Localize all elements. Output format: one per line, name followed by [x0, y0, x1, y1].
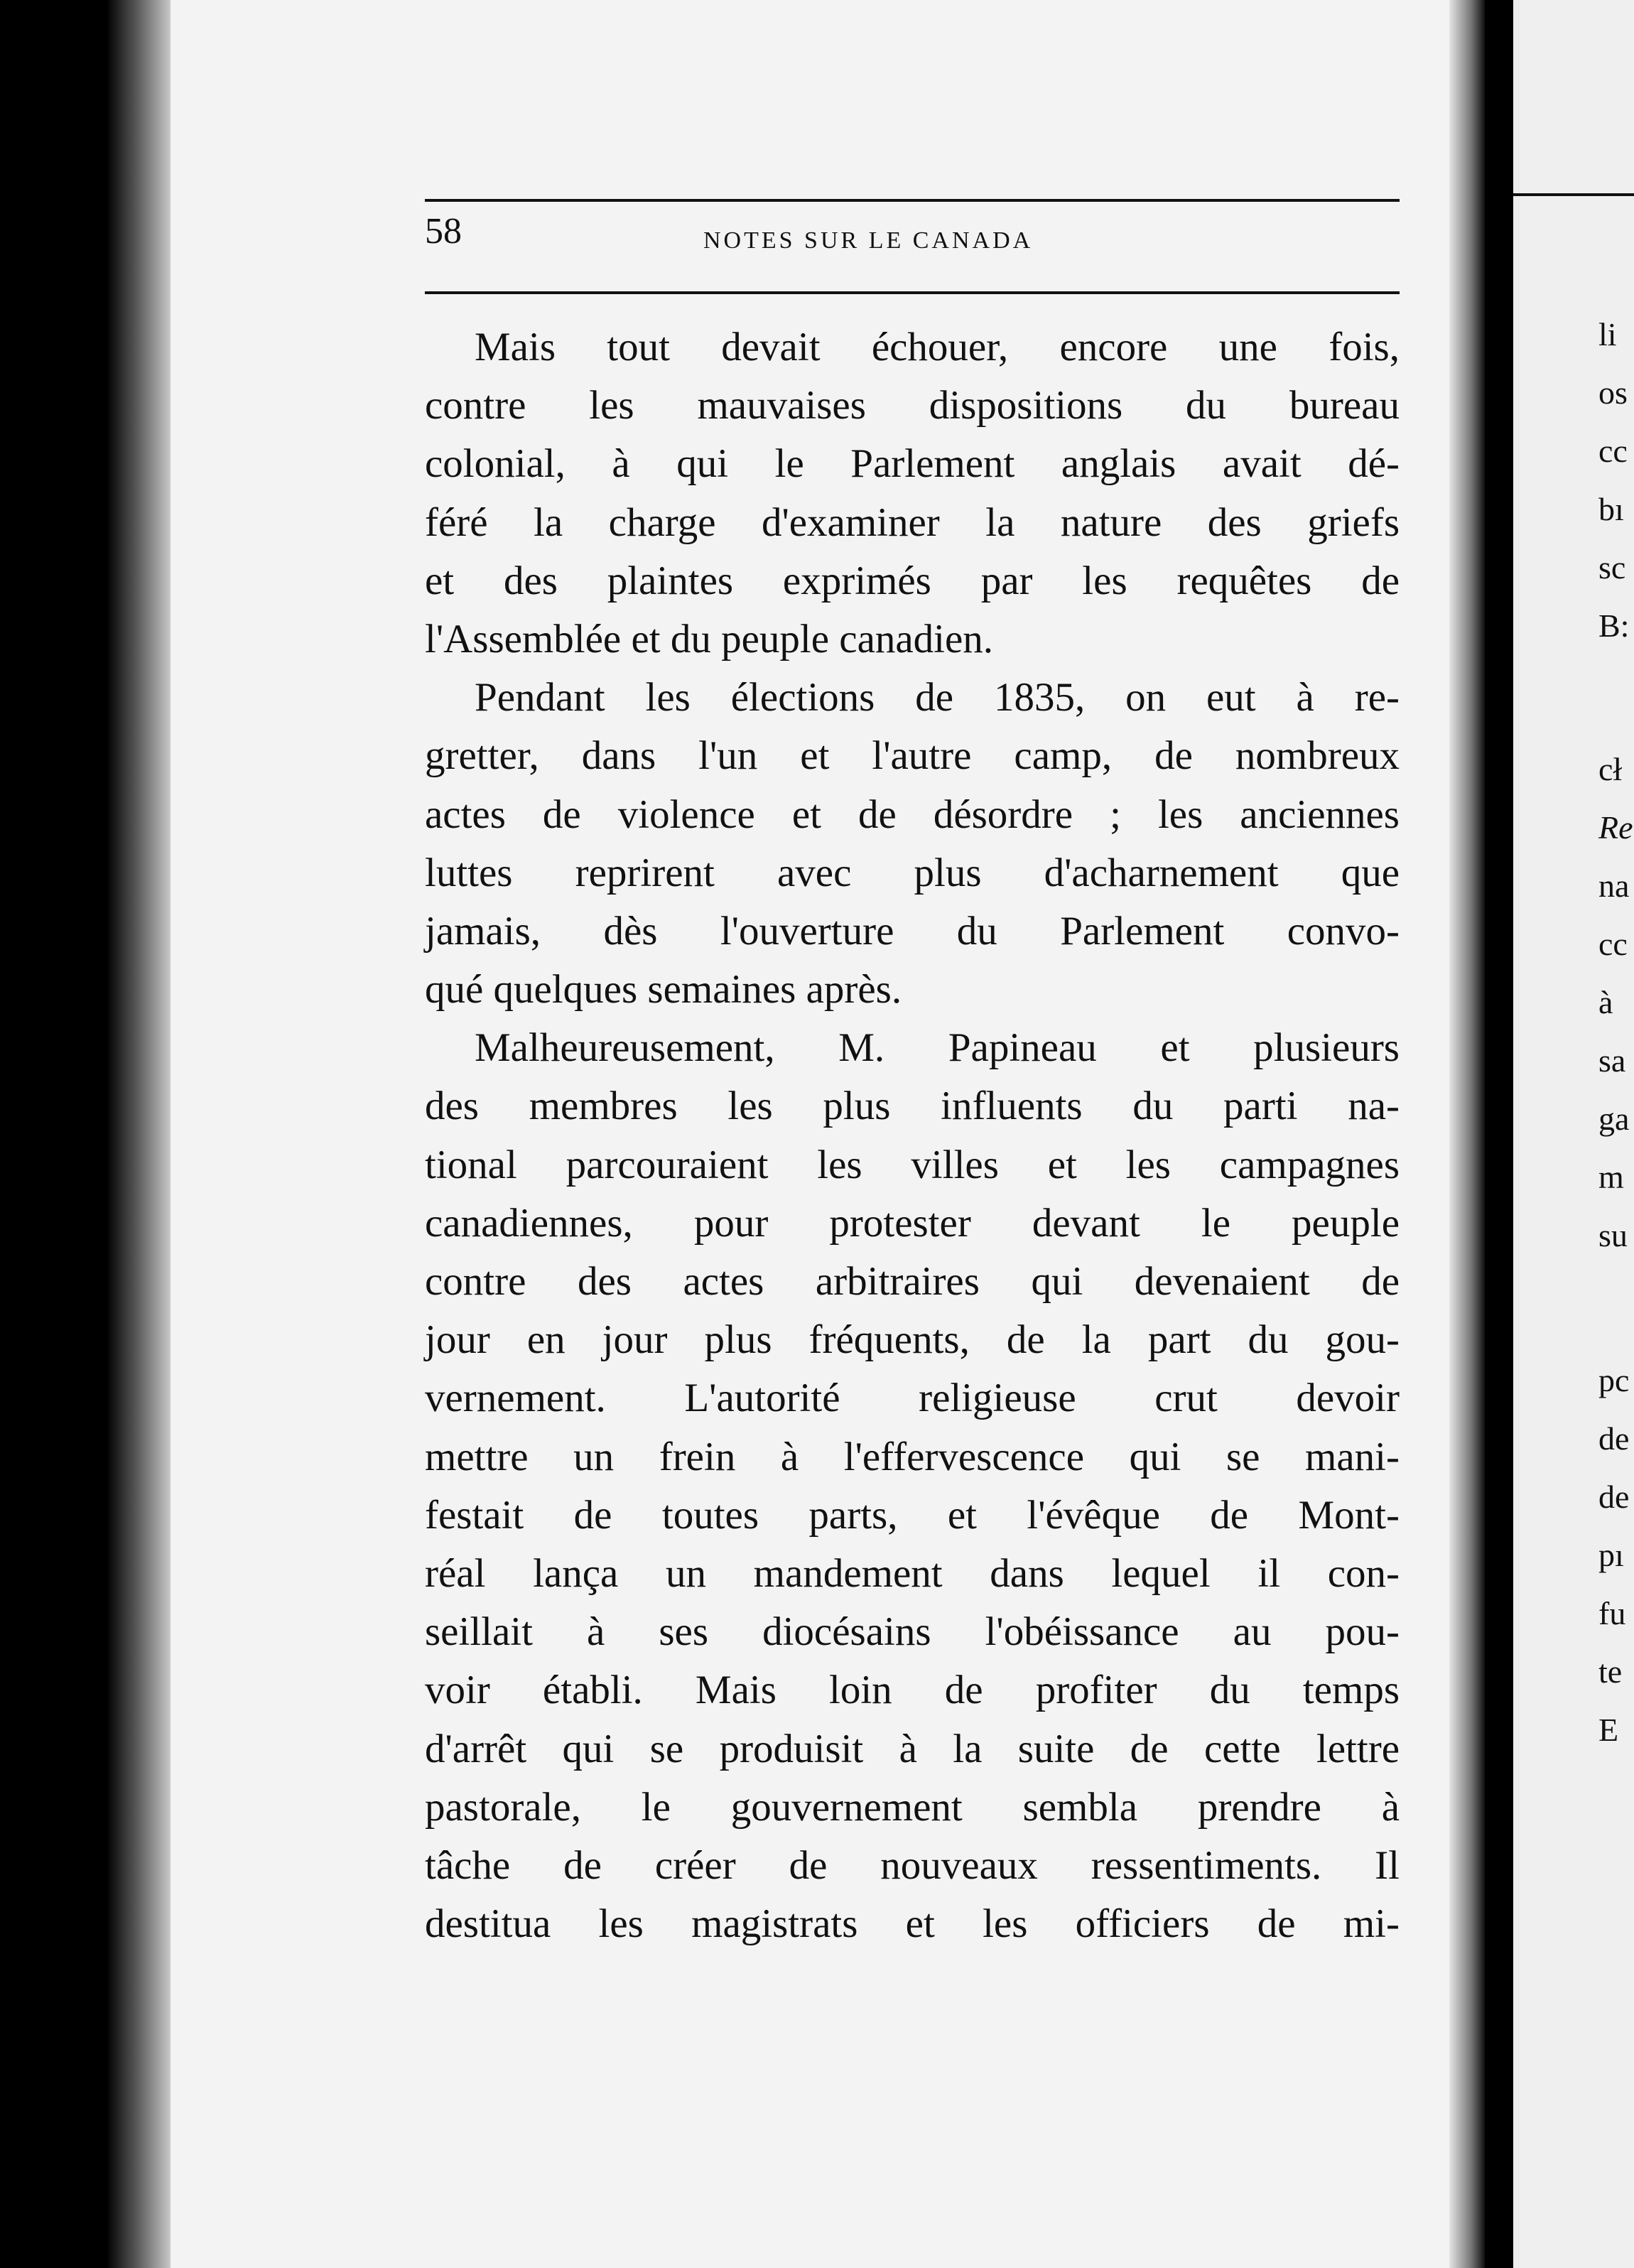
text-line: l'Assemblée et du peuple canadien. [425, 616, 994, 662]
text-line: et des plaintes exprimés par les requêtes de [425, 558, 1400, 603]
facing-page-fragment: fu [1598, 1595, 1626, 1631]
header-top-rule [425, 199, 1400, 202]
text-line: d'arrêt qui se produisit à la suite de cette lettre [425, 1726, 1400, 1771]
facing-page-fragment: na [1598, 868, 1630, 904]
facing-page-fragment: à [1598, 984, 1613, 1020]
text-line: pastorale, le gouvernement sembla prendre à [425, 1784, 1400, 1830]
text-line: voir établi. Mais loin de profiter du temps [425, 1668, 1400, 1713]
text-line: luttes reprirent avec plus d'acharnement que [425, 850, 1400, 895]
text-line: mettre un frein à l'effervescence qui se mani- [425, 1434, 1400, 1479]
text-line: actes de violence et de désordre ; les anciennes [425, 792, 1400, 837]
text-line: tional parcouraient les villes et les campagnes [425, 1142, 1400, 1187]
text-line: seillait à ses diocésains l'obéissance au pou- [425, 1609, 1400, 1655]
text-line: Malheureusement, M. Papineau et plusieurs [475, 1025, 1400, 1071]
facing-page-fragment: te [1598, 1653, 1623, 1690]
page-edge-shadow [1449, 0, 1485, 2268]
facing-page-fragment: E [1598, 1712, 1619, 1748]
facing-page-fragment: bı [1598, 491, 1624, 527]
text-line: qué quelques semaines après. [425, 967, 902, 1012]
running-head: NOTES SUR LE CANADA [703, 227, 1034, 254]
text-line: jour en jour plus fréquents, de la part du gou- [425, 1317, 1400, 1363]
facing-page-fragment: B: [1598, 608, 1630, 644]
text-line: féré la charge d'examiner la nature des griefs [425, 500, 1400, 545]
text-line: canadiennes, pour protester devant le peuple [425, 1200, 1400, 1246]
text-line: tâche de créer de nouveaux ressentiments. Il [425, 1842, 1400, 1888]
text-line: réal lança un mandement dans lequel il con- [425, 1550, 1400, 1596]
facing-page-rule [1513, 193, 1634, 196]
facing-page-fragment: cc [1598, 926, 1628, 962]
text-line: contre les mauvaises dispositions du bureau [425, 383, 1400, 428]
facing-page-fragment: pı [1598, 1537, 1624, 1573]
facing-page-fragment: Re [1598, 809, 1633, 846]
text-line: contre des actes arbitraires qui devenaient de [425, 1259, 1400, 1304]
facing-page-edge [1513, 0, 1634, 2268]
text-line: des membres les plus influents du parti na- [425, 1084, 1400, 1129]
facing-page-fragment: su [1598, 1217, 1628, 1253]
page-number: 58 [425, 211, 462, 252]
text-line: destitua les magistrats et les officiers de mi- [425, 1901, 1400, 1947]
text-line: festait de toutes parts, et l'évêque de Mont- [425, 1492, 1400, 1538]
facing-page-fragment: cc [1598, 433, 1628, 469]
facing-page-fragment: de [1598, 1420, 1630, 1457]
facing-page-fragment: li [1598, 316, 1617, 352]
facing-page-fragment: sc [1598, 549, 1626, 585]
text-line: colonial, à qui le Parlement anglais avait dé- [425, 441, 1400, 487]
scan-left-border [0, 0, 178, 2268]
book-gutter [1485, 0, 1513, 2268]
text-line: gretter, dans l'un et l'autre camp, de nombreux [425, 733, 1400, 779]
text-line: Pendant les élections de 1835, on eut à re- [475, 675, 1400, 720]
facing-page-fragment: de [1598, 1479, 1630, 1515]
header-bottom-rule [425, 291, 1400, 294]
facing-page-fragment: ga [1598, 1101, 1630, 1137]
text-line: vernement. L'autorité religieuse crut devoir [425, 1376, 1400, 1421]
facing-page-fragment: os [1598, 374, 1628, 411]
text-line: Mais tout devait échouer, encore une fois, [475, 325, 1400, 369]
facing-page-fragment: sa [1598, 1042, 1626, 1079]
text-line: jamais, dès l'ouverture du Parlement convo- [425, 908, 1400, 954]
facing-page-fragment: pc [1598, 1362, 1630, 1398]
facing-page-fragment: m [1598, 1159, 1624, 1195]
body-text [425, 318, 1400, 1953]
facing-page-fragment: cł [1598, 751, 1623, 787]
